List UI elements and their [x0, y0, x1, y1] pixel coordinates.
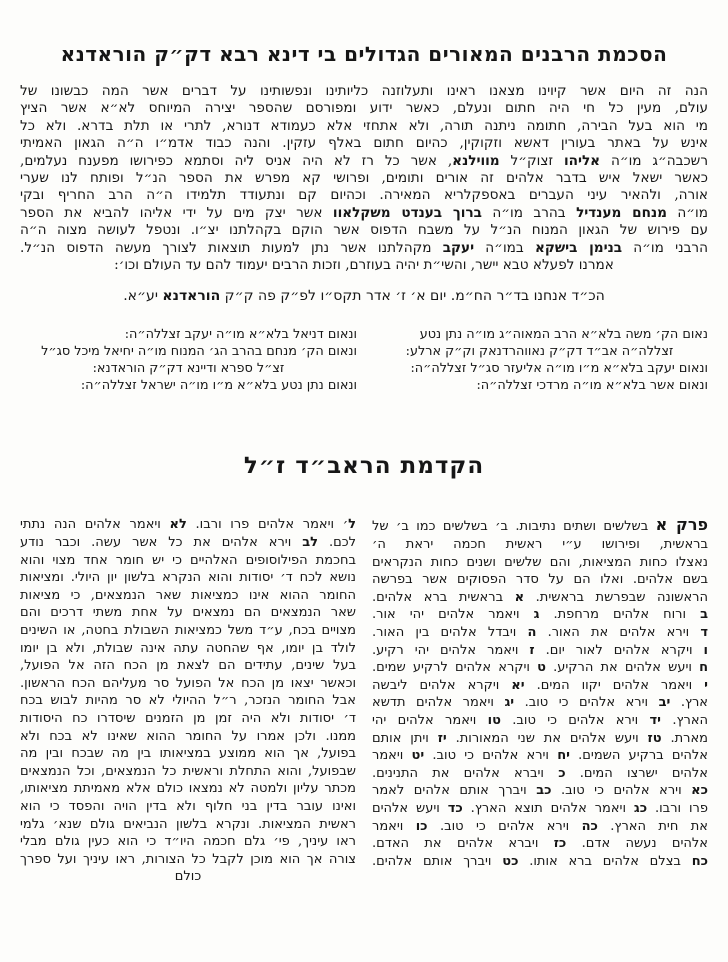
text-line: נאצלו כחות המציאות, והם שלשים ושנים כחות הנקראים [372, 554, 708, 570]
text-line: לכם. לב וירא אלהים את כל אשר עשה. וכבר נודע [20, 535, 356, 551]
approbation-date-line [20, 287, 708, 305]
text-column-right [372, 516, 708, 885]
text-line: ב ורוח אלהים מרחפת. ג ויאמר אלהים יהי אור. [372, 607, 708, 623]
text-columns [20, 516, 708, 885]
text-line: בשם אלהים. ואלו הם על סדר הפסוקים אשר בפרשה [372, 572, 708, 588]
text-line: החומר ההוא אינו כמציאות שאר הנמצאים, כי מציאות [20, 587, 356, 603]
text-line: ונאום יעקב בלא״א מ״ו מו״ה אליעזר סג״ל זצללה״ה: [410, 361, 708, 377]
text-line: נאום הק׳ משה בלא״א הרב המאוה״ג מו״ה נתן נטע [419, 327, 708, 343]
text-line: צורה אך הוא מוכן לקבל כל הצורות, ראו עיניך ועל ספרך [20, 851, 356, 867]
signatures-block [20, 326, 708, 394]
text-line: וכאשר יצאו מן הכח אל הפועל סר מעליהם הכח הראשון. [20, 675, 356, 691]
text-line: אבל החומר הנזכר, ר״ל ההיולי לא סר מהיות לבוש בכח [20, 693, 356, 709]
text-line: מצויים בכח, ע״ד משל כמציאות השבולת בחטה, או השינים [20, 623, 356, 639]
text-line: עולם, מעין כל חי היה חתום ונעלם, כאשר ידוע ומפורסם שהספר יצירה המיוחס לא״א אשר הציץ [20, 100, 708, 117]
text-line: ד׳ יסודות ולא היה זמן מן הזמנים שיסדרו כח היסודות [20, 711, 356, 726]
text-line: אלהים נעשה אדם. כז ויברא אלהים את האדם. [372, 836, 708, 852]
text-line: ד וירא אלהים את האור. ה ויבדל אלהים בין האור. [372, 625, 708, 641]
text-line: זצללה״ה אב״ד דק״ק נאווהרדנאק וק״ק ארלע: [405, 344, 674, 360]
text-line: בעל שינים, עתידים הם לצאת מן הכח הזה אל הפועל, [20, 658, 356, 674]
text-line: בחכמת הפילוסופים האלהיים כי יש חומר אחד מצוי והוא [20, 552, 356, 568]
text-line: ואינו עובר בדין בני חלוף ולא בדין הויה והפסד כי הוא [20, 798, 356, 814]
text-line: מי הוא בעל הבירה, חתומה ניתנה תורה, ולא אתחזי אלא כעמודא דנורא, לתרי או תלת בדרא. ולא כל [20, 117, 708, 134]
text-line: ראשית המציאות. ונקרא בלשון הנביאים גולם שנא׳ גלמי [20, 816, 356, 832]
text-line: ונאום נתן נטע בלא״א מ״ו מו״ה ישראל זצללה״ה: [80, 378, 357, 394]
approbation-section [20, 42, 708, 394]
text-line: ארץ. יב וירא אלהים כי טוב. יג ויאמר אלהים תדשא [372, 695, 708, 711]
text-line: כח בצלם אלהים ברא אותו. כט ויברך אותם אלהים. [372, 853, 708, 869]
text-line: ונאום אשר בלא״א מו״ה מרדכי זצללה״ה: [476, 378, 708, 394]
text-line: פרק א בשלשים ושתים נתיבות. ב׳ בשלשים כמו ב׳ של [372, 516, 708, 535]
text-line: אלהים ישרצו המים. כ ויברא אלהים את התנינים. [372, 765, 708, 781]
text-line: הראשונה שבפרשת בראשית. א בראשית ברא אלהים. [372, 589, 708, 605]
text-line: אורה, ולהאיר עיני העברים באספקלריא המאירה. וכהיום קם ונתעודד תלמידו ה״ה הרב החריף ובקי [20, 187, 708, 204]
text-line: פרו ורבו. כג ויאמר אלהים תוצא הארץ. כד ויעש אלהים [372, 800, 708, 816]
signature-column-left [20, 326, 357, 394]
text-line: ונאום הק׳ מנחם בהרב הג׳ המנוח מו״ה יחיאל מיכל סג״ל [41, 344, 357, 360]
text-line: בראשית, ופירושו ע״י ראשית חכמה יראת ה׳ [372, 537, 708, 553]
text-line: עם פירוש של הגאון המנוח הנ״ל על משבח הדפוס אשר הוקם בקהלתנו יצ״ו. ונטפל לעושה מצוה ה״ה [20, 222, 708, 239]
text-line: ממנו. ולכן אמרו על החומר ההוא שאינו לא בכח ולא [20, 728, 356, 744]
text-line: הכ״ד אנחנו בד״ר הח״מ. יום א׳ ז׳ אדר תקס״ו לפ״ק פה ק״ק הוראדנא יע״א. [123, 288, 605, 305]
text-line: רשכבה״ג מו״ה אליהו זצוק״ל מווילנא, אשר כל רז לא היה אניס ליה וסתמא כפירושו מפענח נעלמים, [20, 152, 708, 169]
text-line: ח ויעש אלהים את הרקיע. ט ויקרא אלהים לרקיע שמים. [372, 660, 708, 676]
text-line: כאשר ישאל איש בדבר אלהים זה אורים ותומים, ופרושי קא מפרש את הספר הנ״ל ופותח לנו שערי [20, 170, 708, 187]
text-line: בפועל, אך הוא ממוצע במציאותו בין מה שבכח ובין מה [20, 746, 356, 762]
text-line: מארת. טז ויעש אלהים את שני המאורות. יז ויתן אותם [372, 730, 708, 746]
signature-column-right [371, 326, 708, 394]
text-line: את חית הארץ. כה וירא אלהים כי טוב. כו ויאמר [372, 818, 708, 834]
introduction-title: הקדמת הראב״ד ז״ל [243, 452, 485, 480]
text-line: שבפועל, והוא התחלת וראשית כל הנמצאים, וכל הנמצאים [20, 763, 356, 779]
text-line: מו״ה מנחם מענדיל בהרב מו״ה ברוך בענדט משקלאוו אשר יצק מים על ידי אליהו להביא את הספר [20, 204, 708, 221]
text-line: הרבני מו״ה בנימן בישקא במו״ה יעקב מקהלתנו אשר נתן למעות תוצאות לצורך מעשה הדפוס הנ״ל. [20, 239, 708, 256]
approbation-title: הסכמת הרבנים המאורים הגדולים בי דינא רבא דק״ק הוראדנא [60, 42, 668, 66]
text-line: זצ״ל ספרא ודיינא דק״ק הוראדנא: [92, 361, 285, 377]
text-line: אלהים ברקיע השמים. יח וירא אלהים כי טוב. יט ויאמר [372, 748, 708, 764]
text-line: לולד בן יומו, אף שהחטה עתה אינה שבולת, ולא בן יומו [20, 640, 356, 656]
text-line: ו ויקרא אלהים לאור יום. ז ויאמר אלהים יהי רקיע. [372, 642, 708, 658]
text-line: ראו עיניך, פי׳ גלם חכמה היו״ד כי הוא כעין גולם מבלי [20, 834, 356, 850]
text-line: שאר הנמצאים הם נמצאים על אחת משתי דרכים והם [20, 605, 356, 621]
text-line: מכתר עליון ולמטה לא נמצאו כולם אלא מאמיתת מציאותו, [20, 781, 356, 797]
text-line: הארץ. יד וירא אלהים כי טוב. טו ויאמר אלהים יהי [372, 713, 708, 728]
introduction-section [20, 452, 708, 885]
text-line: אמרנו לפעלא טבא יישר, והשי״ת יהיה בעוזרם, וזכות הרבים יעמוד להם עד העולם וכו׳: [114, 257, 614, 274]
text-line: אינש על באתר בעורין דאשא וזקוקין, כהיום חתום באלף עזקין. והנה כבוד אדמ״ו ה״ה הגאון האמיתי [20, 135, 708, 152]
text-column-left [20, 516, 356, 885]
text-line: נושא לכח ד׳ יסודות והוא הנקרא בלשון יון היולי. ומציאות [20, 570, 356, 586]
text-line: הנה זה היום אשר קיוינו מצאנו ראינו ותעלוזנה כליותינו ונפשותינו על דברים אשר המה כבשונו של [20, 83, 708, 99]
text-line: כולם [174, 869, 202, 885]
approbation-body [20, 83, 708, 274]
text-line: ונאום דניאל בלא״א מו״ה יעקב זצללה״ה: [124, 327, 357, 343]
text-line: ל׳ ויאמר אלהים פרו ורבו. לא ויאמר אלהים הנה נתתי [20, 517, 356, 533]
text-line: י ויאמר אלהים יקוו המים. יא ויקרא אלהים ליבשה [372, 677, 708, 693]
text-line: כא וירא אלהים כי טוב. כב ויברך אותם אלהים לאמר [372, 783, 708, 799]
